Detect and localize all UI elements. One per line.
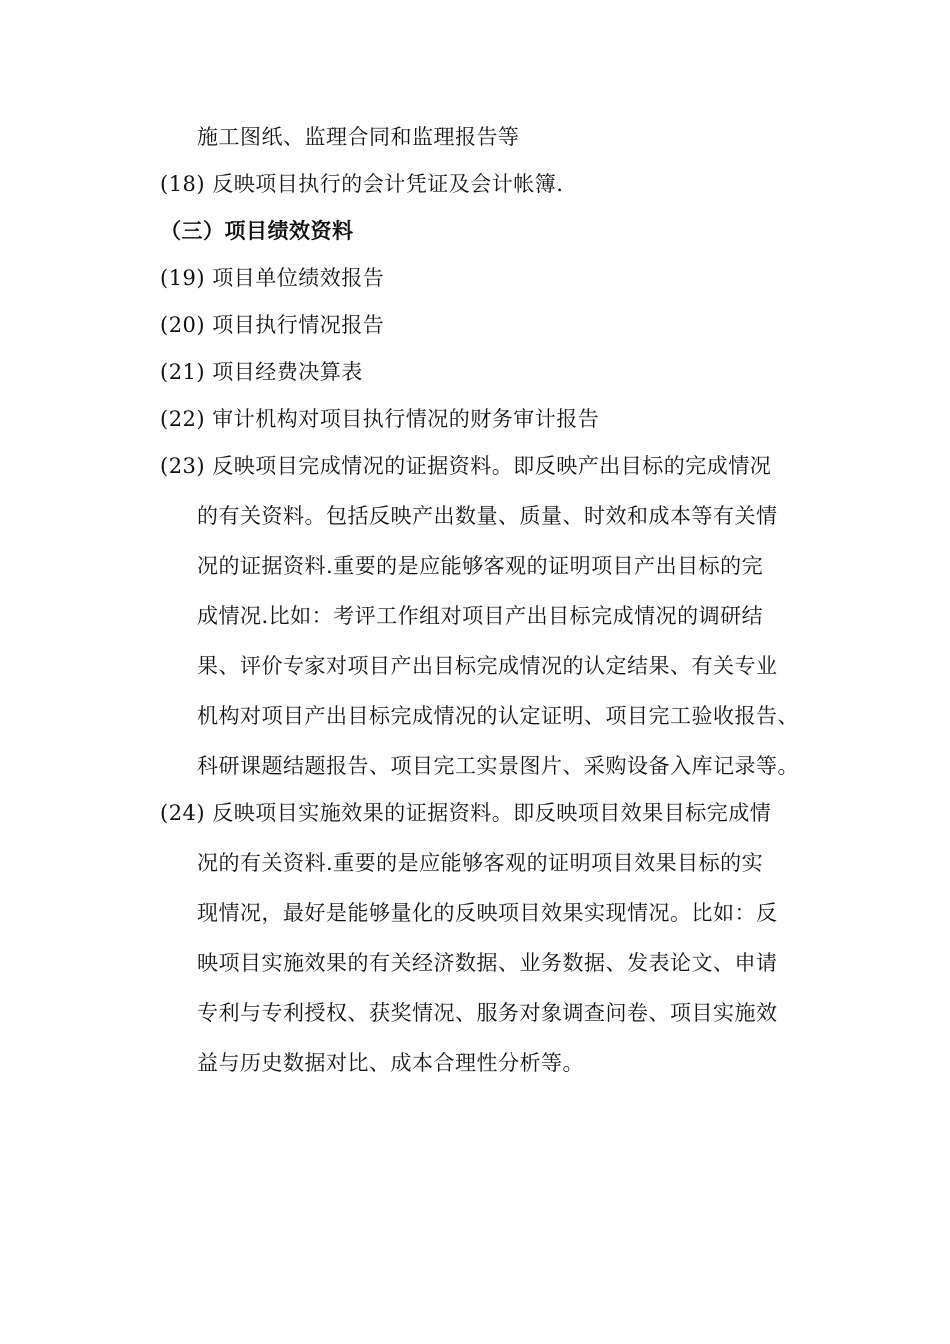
list-item-24-continuation: 况的有关资料.重要的是应能够客观的证明项目效果目标的实 [197, 851, 764, 875]
list-item-24-continuation: 益与历史数据对比、成本合理性分析等。 [197, 1051, 584, 1075]
list-item-20: (20) 项目执行情况报告 [160, 313, 385, 337]
list-item-23-continuation: 况的证据资料.重要的是应能够客观的证明项目产出目标的完 [197, 554, 764, 578]
list-item-24-continuation: 专利与专利授权、获奖情况、服务对象调查问卷、项目实施效 [197, 1001, 778, 1025]
list-item-24-continuation: 现情况，最好是能够量化的反映项目效果实现情况。比如：反 [197, 901, 778, 925]
list-item-22: (22) 审计机构对项目执行情况的财务审计报告 [160, 407, 600, 431]
list-item-18: (18) 反映项目执行的会计凭证及会计帐簿. [160, 172, 564, 196]
list-item-23-continuation: 机构对项目产出目标完成情况的认定证明、项目完工验收报告、 [197, 704, 799, 728]
list-item-23-continuation: 成情况.比如：考评工作组对项目产出目标完成情况的调研结 [197, 604, 764, 628]
list-item-19: (19) 项目单位绩效报告 [160, 266, 385, 290]
list-item-24-continuation: 映项目实施效果的有关经济数据、业务数据、发表论文、申请 [197, 951, 778, 975]
list-item-23-continuation: 的有关资料。包括反映产出数量、质量、时效和成本等有关情 [197, 504, 778, 528]
list-item-21: (21) 项目经费决算表 [160, 360, 363, 384]
list-item-23-continuation: 科研课题结题报告、项目完工实景图片、采购设备入库记录等。 [197, 754, 799, 778]
section-heading-3: （三）项目绩效资料 [160, 218, 354, 243]
list-item-23: (23) 反映项目完成情况的证据资料。即反映产出目标的完成情况 [160, 454, 772, 478]
list-item-23-continuation: 果、评价专家对项目产出目标完成情况的认定结果、有关专业 [197, 654, 778, 678]
text-line-continuation: 施工图纸、监理合同和监理报告等 [197, 125, 520, 149]
list-item-24: (24) 反映项目实施效果的证据资料。即反映项目效果目标完成情 [160, 801, 772, 825]
